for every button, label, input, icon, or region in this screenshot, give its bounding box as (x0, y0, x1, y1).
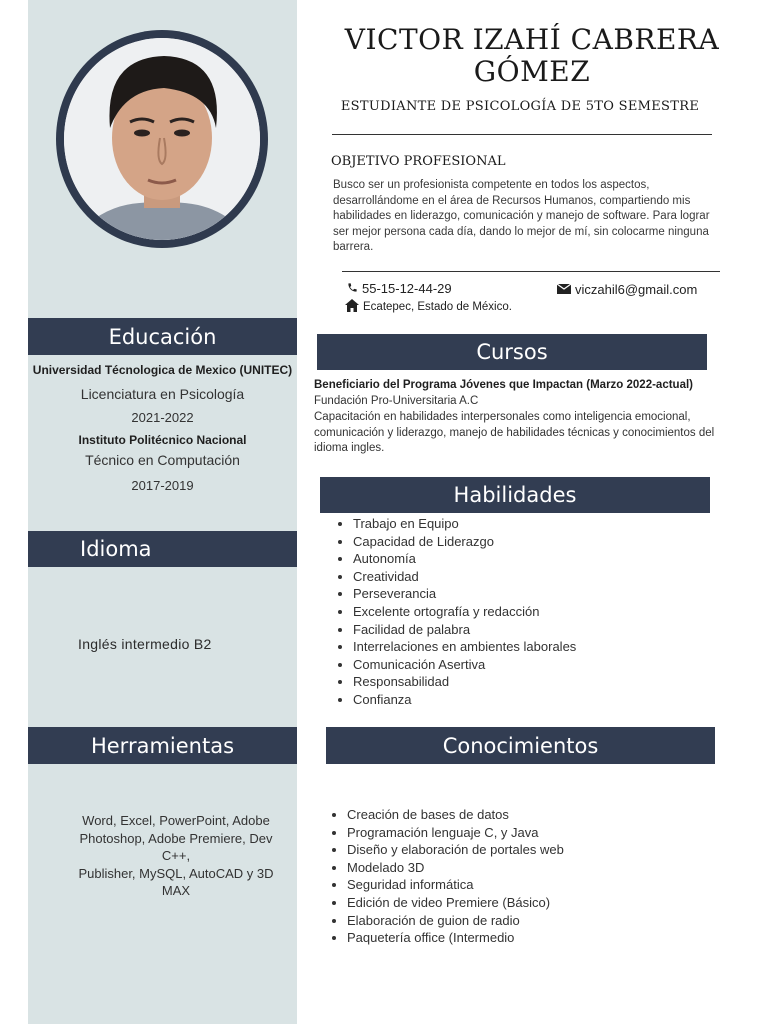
tools-line: C++, (161, 848, 191, 863)
email-address: viczahil6@gmail.com (575, 282, 698, 297)
skills-title: Habilidades (453, 483, 577, 507)
tools-section-header (28, 727, 297, 764)
skill-item: • Perseverancia (353, 585, 731, 603)
knowledge-item: • Creación de bases de datos (347, 806, 735, 824)
knowledge-item: • Seguridad informática (347, 876, 735, 894)
phone-icon (347, 281, 358, 296)
skill-item: • Comunicación Asertiva (353, 656, 731, 674)
language-section-header (28, 531, 297, 567)
knowledge-item: • Paquetería office (Intermedio (347, 929, 735, 947)
objective-title: OBJETIVO PROFESIONAL (331, 154, 506, 169)
knowledge-item: • Edición de video Premiere (Básico) (347, 894, 735, 912)
knowledge-item: • Diseño y elaboración de portales web (347, 841, 735, 859)
skill-item: • Autonomía (353, 550, 731, 568)
contact-divider (342, 271, 720, 272)
skill-item: • Creatividad (353, 568, 731, 586)
contact-address (345, 299, 512, 315)
phone-number: 55-15-12-44-29 (362, 281, 452, 296)
profile-photo (64, 38, 260, 240)
knowledge-item: • Programación lenguaje C, y Java (347, 824, 735, 842)
skill-item: • Trabajo en Equipo (353, 515, 731, 533)
course-organization: Fundación Pro-Universitaria A.C (314, 395, 479, 407)
skill-item: • Responsabilidad (353, 673, 731, 691)
education-section-header (28, 318, 297, 355)
education-years-2: 2017-2019 (131, 478, 194, 493)
language-title: Idioma (80, 537, 152, 561)
knowledge-item: • Elaboración de guion de radio (347, 912, 735, 930)
knowledge-item: • Modelado 3D (347, 859, 735, 877)
knowledge-section-header (326, 727, 715, 764)
education-school-1: Universidad Técnologica de Mexico (UNITEC) (32, 363, 293, 377)
contact-email (557, 282, 697, 297)
header-divider (332, 134, 712, 135)
knowledge-title: Conocimientos (442, 733, 599, 758)
knowledge-list (325, 806, 735, 947)
contact-phone (347, 281, 452, 296)
objective-text: Busco ser un profesionista competente en todos los aspectos, desarrollándome en el área de Recursos Humanos, compartiendo mis habilidades en liderazgo, comunicación y manejo de software. Para lograr ser mejor persona cada día, dando lo mejor de mí, sin colocarme ninguna barrera. (333, 179, 710, 253)
skill-item: • Confianza (353, 691, 731, 709)
courses-section-header (317, 334, 707, 370)
education-title: Educación (108, 324, 217, 349)
envelope-icon (557, 282, 571, 297)
education-school-2: Instituto Politécnico Nacional (78, 433, 247, 447)
tools-line: Photoshop, Adobe Premiere, Dev (79, 830, 273, 846)
language-text: Inglés intermedio B2 (78, 636, 212, 652)
skill-item: • Facilidad de palabra (353, 621, 731, 639)
tools-list (28, 812, 324, 900)
course-heading: Beneficiario del Programa Jóvenes que Impactan (Marzo 2022-actual) (314, 379, 693, 391)
name-line-2: GÓMEZ (473, 55, 591, 88)
address-text: Ecatepec, Estado de México. (363, 301, 512, 313)
education-years-1: 2021-2022 (131, 410, 194, 425)
skills-list (331, 515, 731, 709)
course-description: Capacitación en habilidades interpersonales como inteligencia emocional, comunicación y liderazgo, manejo de habilidades técnicas y conocimientos del idioma ingles. (314, 411, 715, 454)
home-icon (345, 299, 359, 315)
skill-item: • Capacidad de Liderazgo (353, 533, 731, 551)
education-degree-2: Técnico en Computación (85, 452, 240, 468)
skills-section-header (320, 477, 710, 513)
name-line-1: VICTOR IZAHÍ CABRERA (344, 23, 720, 56)
courses-title: Cursos (476, 340, 548, 364)
full-name (330, 24, 734, 88)
education-degree-1: Licenciatura en Psicología (80, 386, 245, 402)
tools-line: Word, Excel, PowerPoint, Adobe (82, 813, 270, 828)
tools-title: Herramientas (90, 733, 235, 758)
tools-line: Publisher, MySQL, AutoCAD y 3D (78, 865, 274, 881)
skill-item: • Excelente ortografía y redacción (353, 603, 731, 621)
job-subtitle: ESTUDIANTE DE PSICOLOGÍA DE 5TO SEMESTRE (340, 99, 700, 114)
tools-line: MAX (161, 883, 191, 898)
skill-item: • Interrelaciones en ambientes laborales (353, 638, 731, 656)
